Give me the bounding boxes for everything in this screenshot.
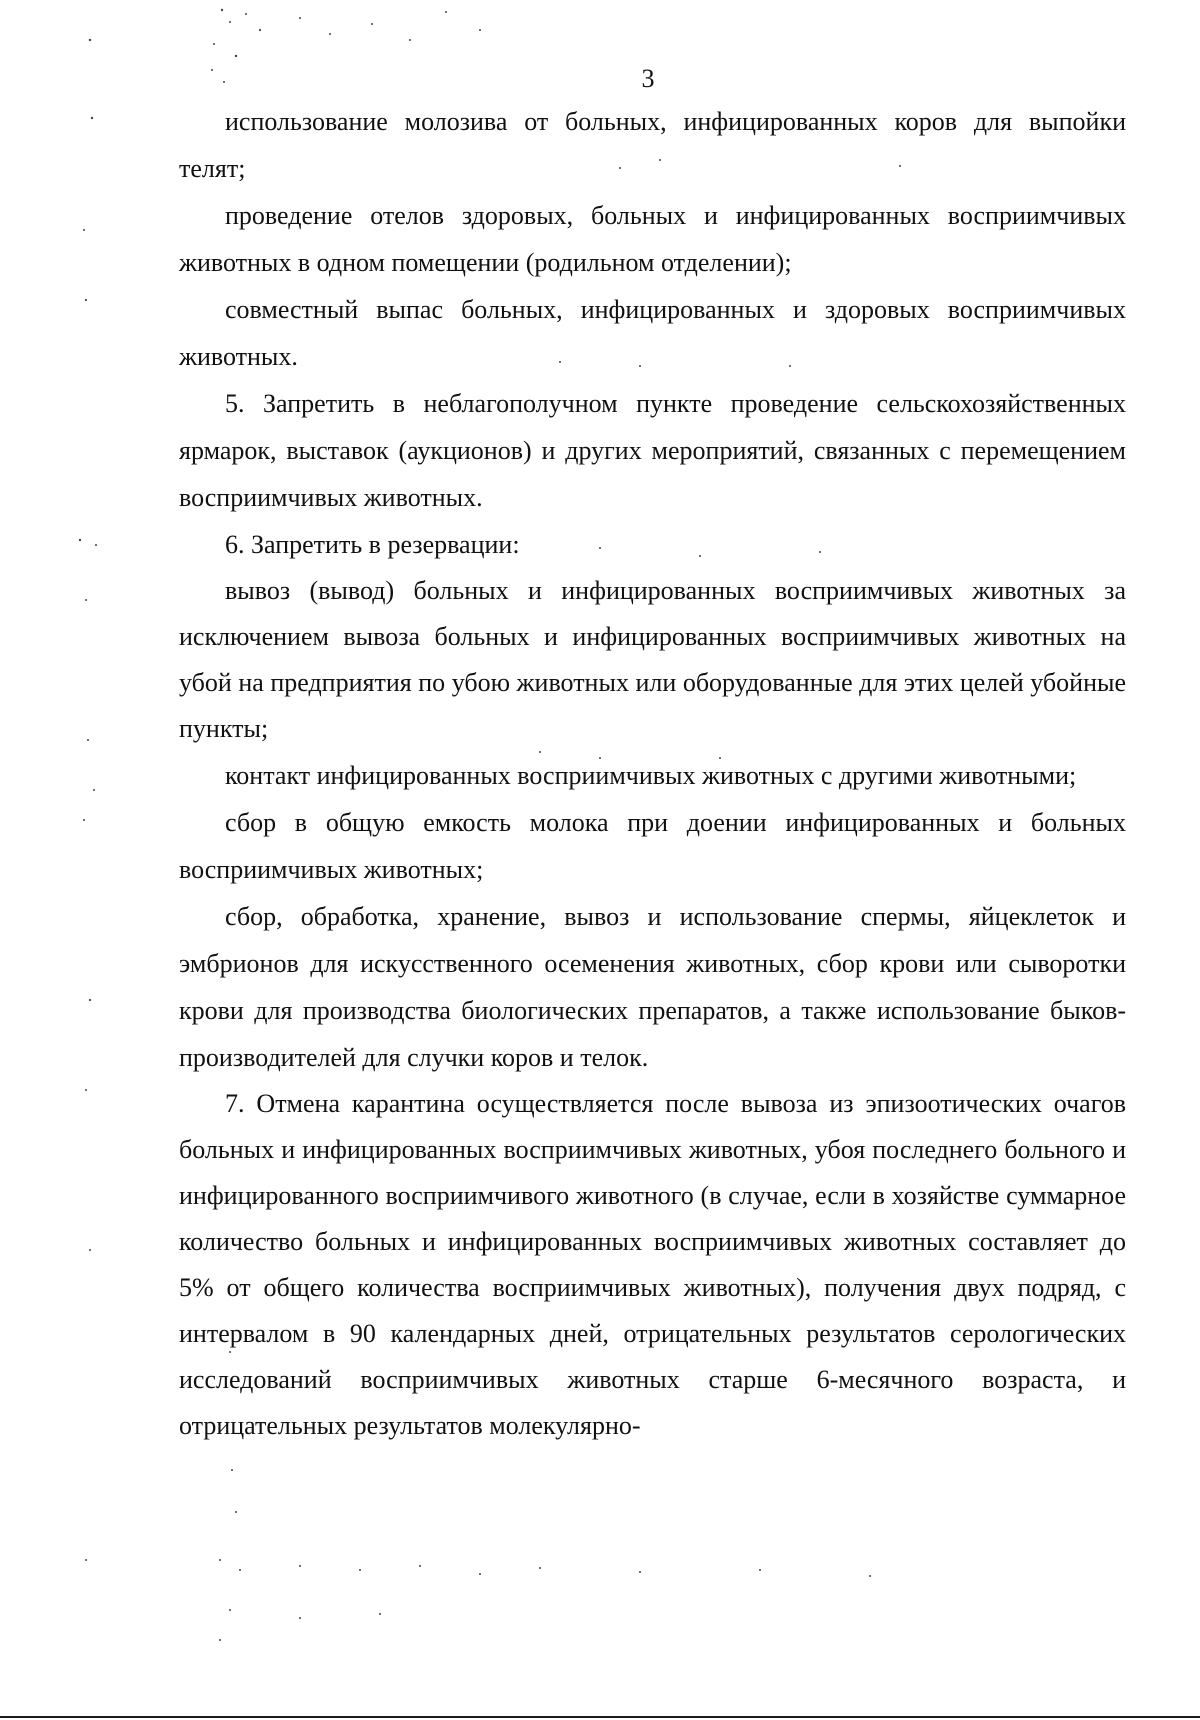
paragraph: сбор в общую емкость молока при доении инфицированных и больных восприимчивых животных; (179, 808, 1126, 884)
paragraph: 6. Запретить в резервации: (225, 530, 520, 559)
paragraph: проведение отелов здоровых, больных и инфицированных восприимчивых животных в одном помещении (родильном отделении); (179, 201, 1126, 277)
paragraph: совместный выпас больных, инфицированных и здоровых восприимчивых животных. (179, 295, 1126, 371)
paragraph: 5. Запретить в неблагополучном пункте проведение сельскохозяйственных ярмарок, выставок (аукционов) и других мероприятий, связанных с перемещением восприимчивых животных. (179, 389, 1126, 512)
paragraph: вывоз (вывод) больных и инфицированных восприимчивых животных за исключением вывоза больных и инфицированных восприимчивых животных на убой на предприятия по убою животных или оборудованные для этих целей убойные пункты; (179, 576, 1126, 743)
paragraph: контакт инфицированных восприимчивых животных с другими животными; (225, 761, 1077, 790)
paragraph: использование молозива от больных, инфицированных коров для выпойки телят; (179, 107, 1126, 183)
page-number: 3 (641, 64, 655, 93)
paragraph: сбор, обработка, хранение, вывоз и использование спермы, яйцеклеток и эмбрионов для искусственного осеменения животных, сбор крови или сыворотки крови для производства биологических препаратов, а также использование быков-производителей для случки коров и телок. (179, 902, 1126, 1072)
paragraph: 7. Отмена карантина осуществляется после вывоза из эпизоотических очагов больных и инфицированных восприимчивых животных, убоя последнего больного и инфицированного восприимчивого животного (в случае, если в хозяйстве суммарное количество больных и инфицированных восприимчивых животных составляет до 5% от общего количества восприимчивых животных), получения двух подряд, с интервалом в 90 календарных дней, отрицательных результатов серологических исследований восприимчивых животных старше 6-месячного возраста, и отрицательных результатов молекулярно- (179, 1089, 1126, 1440)
page-bottom-edge (0, 1716, 1200, 1718)
document-body (179, 98, 1126, 1449)
